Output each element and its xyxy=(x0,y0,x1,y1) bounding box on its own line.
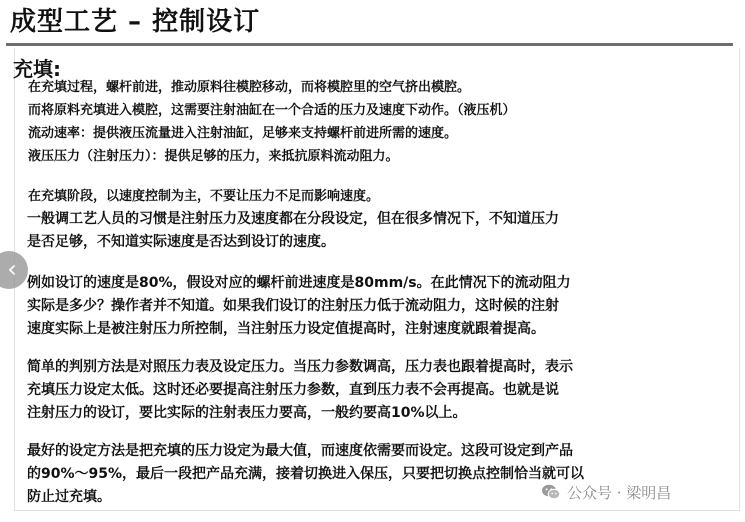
paragraph-line: 在充填阶段，以速度控制为主，不要让压力不足而影响速度。 xyxy=(28,189,380,204)
page-title: 成型工艺 – 控制设订 xyxy=(10,7,261,37)
paragraph-line: 在充填过程，螺杆前进，推动原料往模腔移动，而将模腔里的空气挤出模腔。 xyxy=(28,80,471,95)
paragraph-line: 简单的判别方法是对照压力表及设定压力。当压力参数调高，压力表也跟着提高时，表示 xyxy=(27,359,573,375)
paragraph-line: 流动速率：提供液压流量进入注射油缸，足够来支持螺杆前进所需的速度。 xyxy=(28,126,458,141)
paragraph-line: 液压压力（注射压力）：提供足够的压力，来抵抗原料流动阻力。 xyxy=(28,149,399,164)
watermark-text: 公众号 · 梁明昌 xyxy=(567,483,672,502)
wechat-icon xyxy=(541,482,561,502)
chevron-left-icon: ‹ xyxy=(7,255,17,283)
paragraph-line: 而将原料充填进入模腔，这需要注射油缸在一个合适的压力及速度下动作。（液压机） xyxy=(28,103,516,118)
paragraph-line: 例如设订的速度是80%，假设对应的螺杆前进速度是80mm/s。在此情况下的流动阻力 xyxy=(27,275,571,291)
paragraph-line: 充填压力设定太低。这时还必要提高注射压力参数，直到压力表不会再提高。也就是说 xyxy=(27,382,559,398)
paragraph-line: 一般调工艺人员的习惯是注射压力及速度都在分段设定，但在很多情况下，不知道压力 xyxy=(27,211,559,227)
watermark xyxy=(541,480,671,504)
paragraph-line: 速度实际上是被注射压力所控制，当注射压力设定值提高时，注射速度就跟着提高。 xyxy=(27,321,545,337)
paragraph-line: 的90%～95%，最后一段把产品充满，接着切换进入保压，只要把切换点控制恰当就可以 xyxy=(27,466,585,482)
title-divider xyxy=(6,43,733,46)
paragraph-line: 防止过充填。 xyxy=(27,489,111,505)
paragraph-line: 注射压力的设订，要比实际的注射表压力要高，一般约要高10%以上。 xyxy=(27,405,467,421)
section-heading: 充填: xyxy=(13,57,61,81)
paragraph-line: 是否足够，不知道实际速度是否达到设订的速度。 xyxy=(27,234,335,250)
paragraph-line: 实际是多少？操作者并不知道。如果我们设订的注射压力低于流动阻力，这时候的注射 xyxy=(27,298,559,314)
paragraph-line: 最好的设定方法是把充填的压力设定为最大值，而速度依需要而设定。这段可设定到产品 xyxy=(27,443,573,459)
